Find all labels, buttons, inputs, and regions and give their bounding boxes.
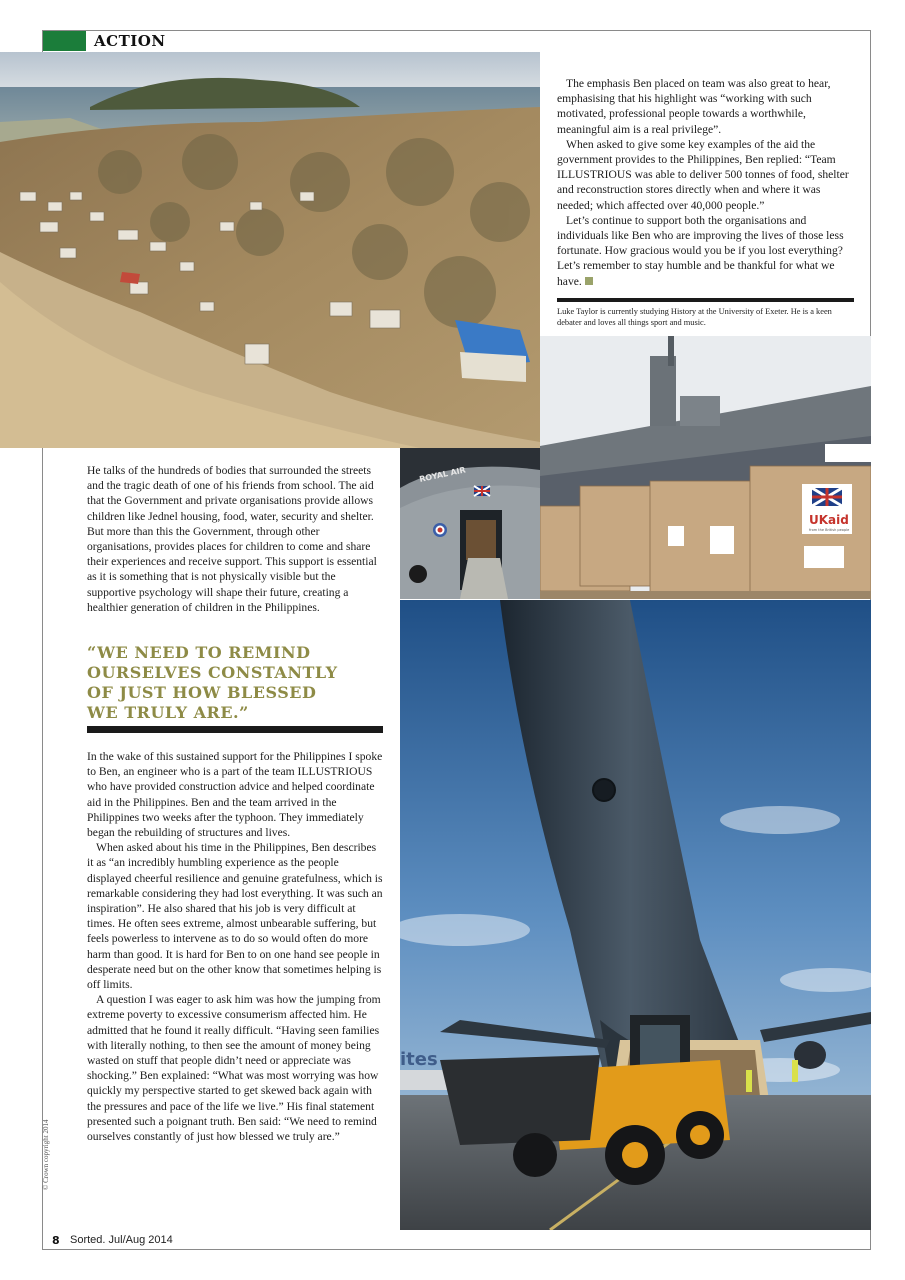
photo-credit: © Crown copyright 2014 (42, 1119, 50, 1190)
pull-quote-line: OF JUST HOW BLESSED (87, 683, 317, 702)
pull-quote-line: OURSELVES CONSTANTLY (87, 663, 338, 682)
paragraph: He talks of the hundreds of bodies that surrounded the streets and the tragic death of one of his friends from school. The aid that the Government and private organisations provide allows children like Jednel housing, food, water, security and shelter. But more than this the Government, through other organisations, provides places for children to come and share their experiences and receive support. This support is essential as it is something that is not physically visible but the supportive psychology will shape their future, creating a healthier generation of children in the Philippines. (87, 464, 377, 614)
paragraph: In the wake of this sustained support for the Philippines I spoke to Ben, an engineer who is a part of the team ILLUSTRIOUS who have provided construction advice and helped coordinate aid in the Philippines. Ben and the team arrived in the Philippines two weeks after the typhoon. They immediately began the rebuilding of structures and lives. (87, 750, 383, 840)
right-column-text (557, 76, 853, 289)
lower-column-text (87, 749, 383, 1144)
paragraph: The emphasis Ben placed on team was also great to hear, emphasising that his highlight was “working with such motivated, professional people towards a worthwhile, meaningful aim is a real privilege”. (557, 77, 831, 136)
author-bio: Luke Taylor is currently studying History at the University of Exeter. He is a keen debater and loves all things sport and music. (557, 307, 832, 327)
bio-rule (557, 298, 854, 302)
paragraph: When asked to give some key examples of the aid the government provides to the Philippines, Ben replied: “Team ILLUSTRIOUS was able to deliver 500 tonnes of food, shelter and reconstruction stores directly when and where it was needed; which affected over 40,000 people.” (557, 137, 849, 212)
pull-quote-line: WE TRULY ARE.” (87, 703, 249, 722)
paragraph: When asked about his time in the Philippines, Ben describes it as “an incredibly humbling experience as the people displayed cheerful resilience and genuine gratefulness, which is remarkable considering they had lost everything. It was such an inspiration”. He also shared that his job is very difficult at times. He often sees extreme, almost unbearable suffering, but feels powerless to intervene as to do so would often do more harm than good. It is hard for Ben to on one hand see people in desperate need but on the other know that sometimes helping is off limits. (87, 841, 383, 992)
publication-footer: Sorted. Jul/Aug 2014 (70, 1234, 173, 1246)
ukaid-label: UKaid (809, 513, 849, 527)
raf-aircraft-photo (400, 448, 540, 599)
cargo-plane-photo (400, 600, 871, 1230)
ukaid-sublabel: from the British people (809, 528, 850, 532)
pull-quote-rule (87, 726, 383, 733)
aerial-typhoon-photo (0, 52, 540, 448)
roundel-text: ROYAL AIR (418, 465, 467, 484)
section-label: ACTION (94, 32, 166, 50)
paragraph: A question I was eager to ask him was how the jumping from extreme poverty to excessive consumerism affected him. He admitted that he found it really difficult. “Having seen families with literally nothing, to then see the amount of money being wasted on stuff that people didn’t need or appreciate was shocking.” Ben explained: “What was most worrying was how quickly my perspective started to get skewed back again with the pressures and pace of the life we live.” His final statement presented such a poignant truth. Ben said: “We need to remind ourselves constantly of just how blessed we truly are.” (87, 993, 381, 1144)
section-color-block (43, 31, 86, 51)
top-rule (42, 30, 871, 31)
page-number: 8 (52, 1234, 60, 1247)
ship-aid-photo (540, 336, 871, 599)
end-square-icon (585, 277, 593, 285)
terminal-sign: ites (400, 1049, 438, 1070)
paragraph: Let’s continue to support both the organisations and individuals like Ben who are improving the lives of those less fortunate. How gracious would you be if you lost everything? Let’s remember to stay humble and be thankful for what we have. (557, 213, 844, 288)
left-column-text (87, 463, 383, 615)
pull-quote-line: “WE NEED TO REMIND (87, 643, 311, 662)
pull-quote (87, 643, 383, 723)
